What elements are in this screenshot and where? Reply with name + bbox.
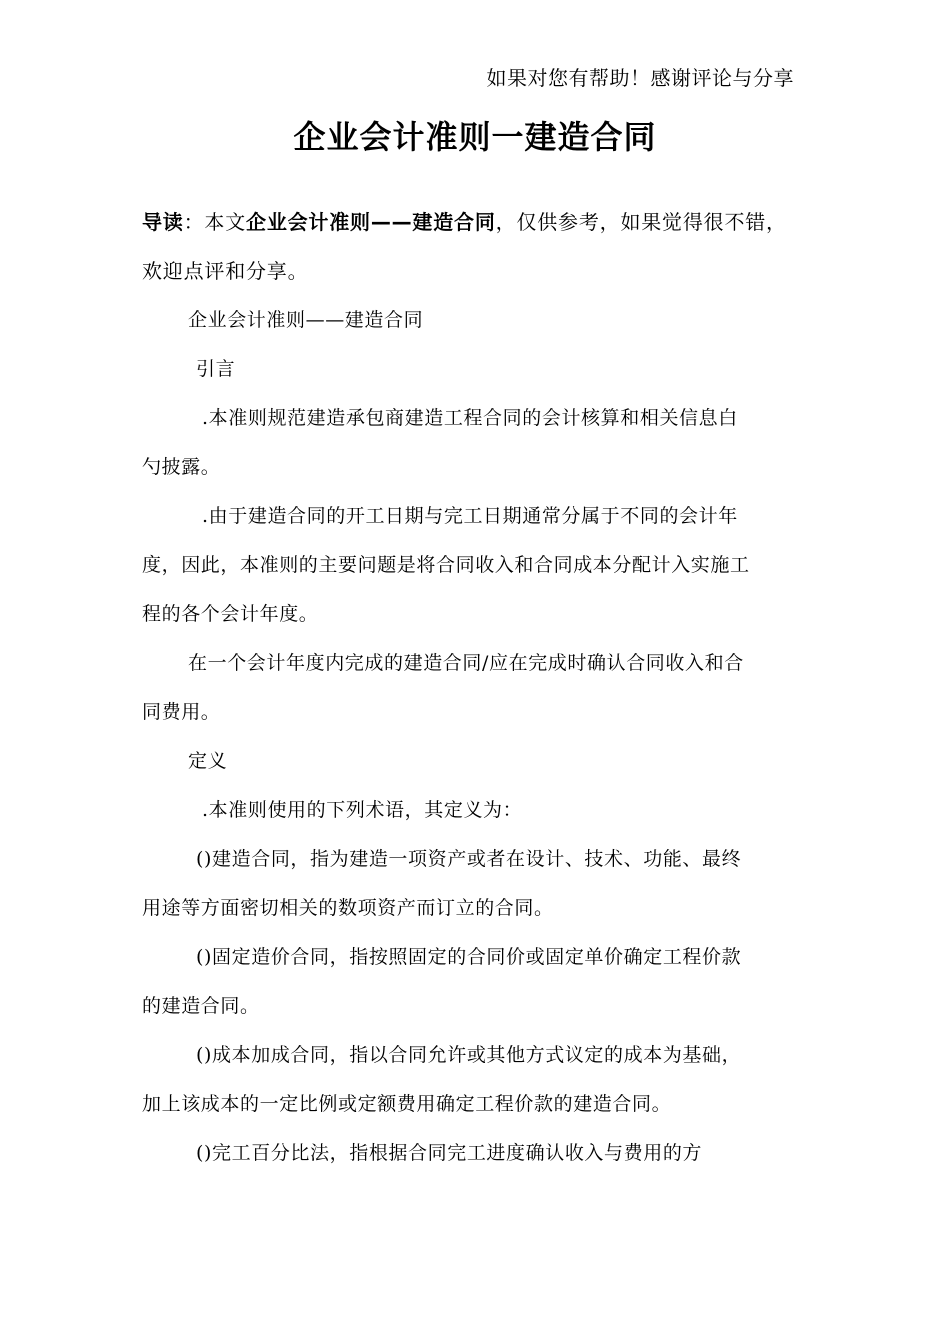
- intro-doc-name: 企业会计准则——建造合同: [246, 210, 496, 234]
- paragraph-line: ()建造合同，指为建造一项资产或者在设计、技术、功能、最终: [196, 848, 742, 870]
- body-paragraphs: [142, 296, 802, 1178]
- paragraph-line: 度，因此，本准则的主要问题是将合同收入和合同成本分配计入实施工: [142, 554, 750, 576]
- body-paragraph: [142, 786, 802, 835]
- body-paragraph: [142, 296, 802, 345]
- body-paragraph: [142, 737, 802, 786]
- paragraph-line: 的建造合同。: [142, 995, 260, 1017]
- intro-label: 导读: [142, 210, 184, 234]
- body-paragraph: [142, 394, 802, 492]
- paragraph-line: 在一个会计年度内完成的建造合同/应在完成时确认合同收入和合: [188, 652, 744, 674]
- body-paragraph: [142, 492, 802, 639]
- header-note: 如果对您有帮助！感谢评论与分享: [486, 66, 794, 90]
- paragraph-line: 用途等方面密切相关的数项资产而订立的合同。: [142, 897, 554, 919]
- intro-colon: ：: [183, 210, 205, 234]
- paragraph-line: .本准则使用的下列术语，其定义为：: [202, 799, 523, 821]
- document-title: 企业会计准则一建造合同: [293, 118, 657, 156]
- body-paragraph: [142, 835, 802, 933]
- intro-pre: 本文: [204, 210, 247, 234]
- body-paragraph: [142, 1031, 802, 1129]
- body-paragraph: [142, 1129, 802, 1178]
- intro-post: ，仅供参考，如果觉得很不错，: [495, 210, 787, 234]
- paragraph-line: 定义: [188, 750, 228, 772]
- intro-paragraph: [142, 198, 802, 296]
- body-paragraph: [142, 933, 802, 1031]
- paragraph-line: ()成本加成合同，指以合同允许或其他方式议定的成本为基础，: [196, 1044, 742, 1066]
- paragraph-line: 同费用。: [142, 701, 221, 723]
- paragraph-line: 程的各个会计年度。: [142, 603, 319, 625]
- paragraph-line: ()完工百分比法，指根据合同完工进度确认收入与费用的方: [196, 1142, 703, 1164]
- body-paragraph: [142, 345, 802, 394]
- document-body: [142, 198, 802, 1178]
- body-paragraph: [142, 639, 802, 737]
- paragraph-line: 加上该成本的一定比例或定额费用确定工程价款的建造合同。: [142, 1093, 672, 1115]
- paragraph-line: .由于建造合同的开工日期与完工日期通常分属于不同的会计年: [202, 505, 738, 527]
- paragraph-line: 引言: [196, 358, 236, 380]
- paragraph-line: .本准则规范建造承包商建造工程合同的会计核算和相关信息白: [202, 407, 738, 429]
- intro-line2: 欢迎点评和分享。: [142, 259, 309, 283]
- paragraph-line: 勺披露。: [142, 456, 221, 478]
- paragraph-line: 企业会计准则——建造合同: [188, 309, 424, 331]
- paragraph-line: ()固定造价合同，指按照固定的合同价或固定单价确定工程价款: [196, 946, 742, 968]
